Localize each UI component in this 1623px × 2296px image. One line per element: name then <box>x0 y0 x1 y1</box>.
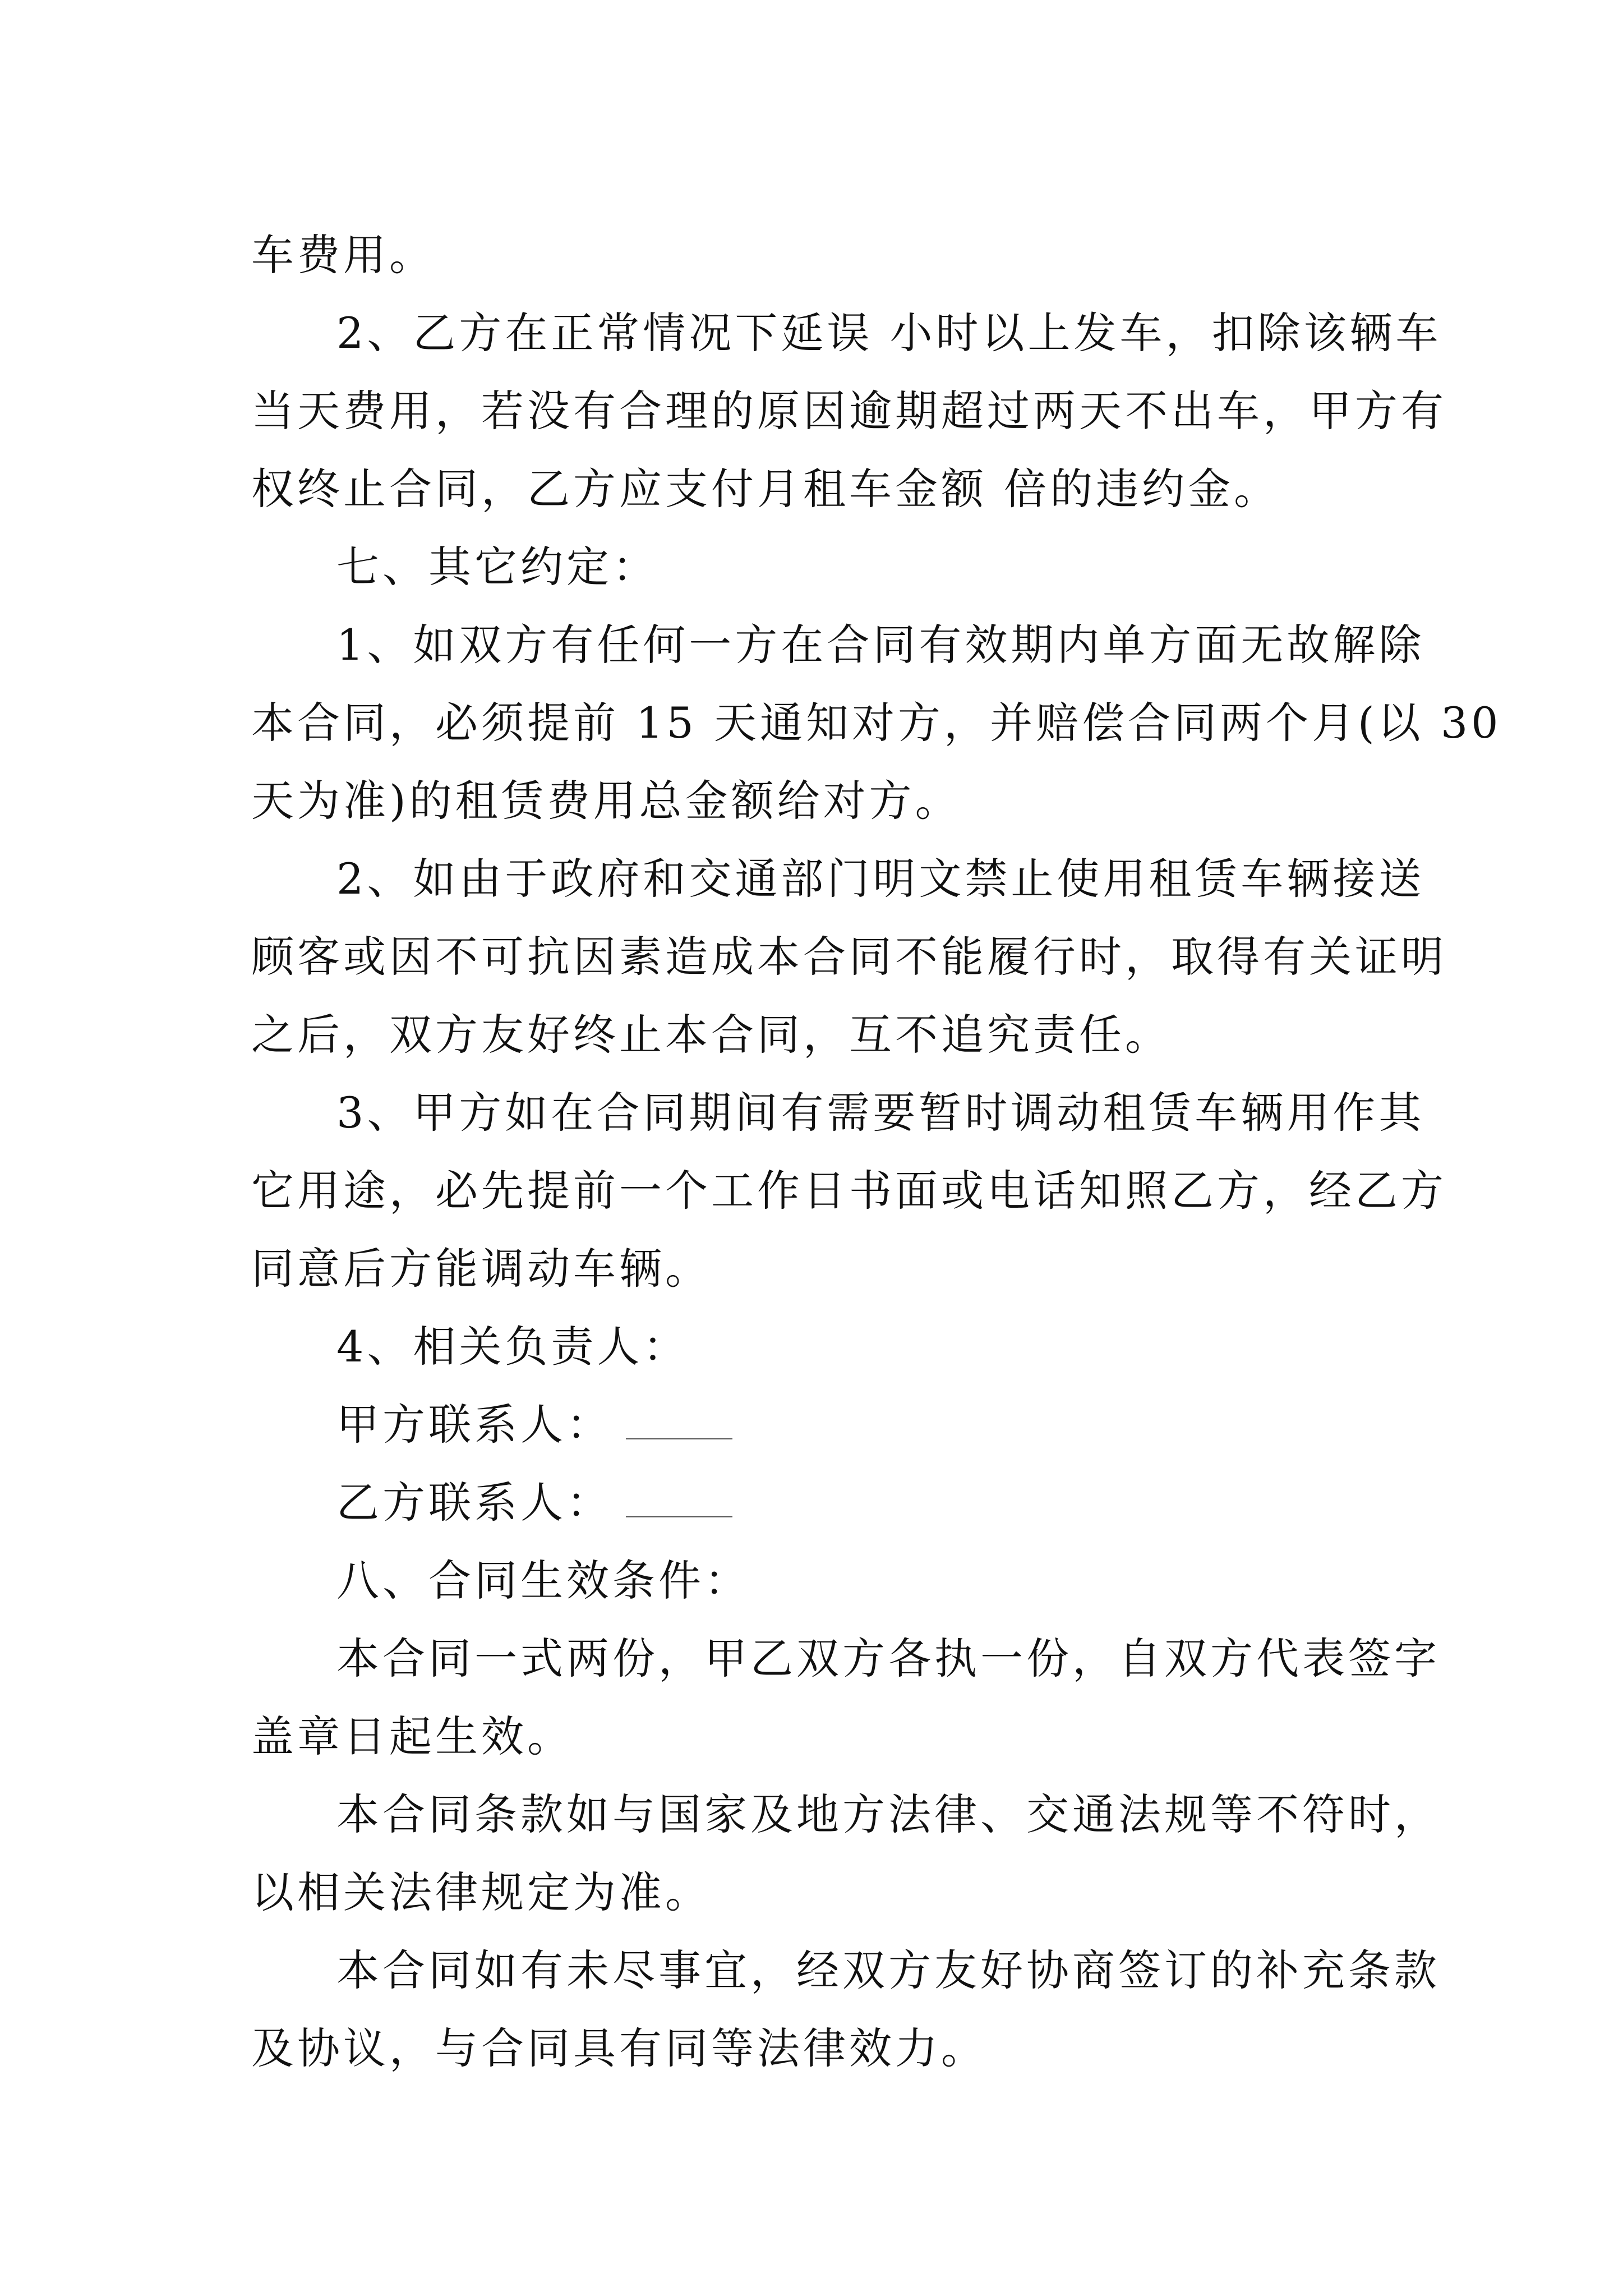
text-line: 同意后方能调动车辆。 <box>251 1244 711 1294</box>
text-line: 之后，双方友好终止本合同，互不追究责任。 <box>251 1010 1171 1060</box>
party-a-contact-blank[interactable] <box>626 1399 732 1439</box>
clause-line: 3、甲方如在合同期间有需要暂时调动租赁车辆用作其 <box>336 1088 1425 1138</box>
text-line: 权终止合同，乙方应支付月租车金额 倍的违约金。 <box>251 464 1280 514</box>
clause-line: 1、如双方有任何一方在合同有效期内单方面无故解除 <box>336 620 1425 670</box>
text-line: 当天费用，若没有合理的原因逾期超过两天不出车，甲方有 <box>251 386 1447 436</box>
party-b-contact-label: 乙方联系人： <box>336 1478 612 1527</box>
clause-line: 2、如由于政府和交通部门明文禁止使用租赁车辆接送 <box>336 854 1425 904</box>
party-b-contact-blank[interactable] <box>626 1477 732 1517</box>
clause-line: 本合同如有未尽事宜，经双方友好协商签订的补充条款 <box>336 1945 1440 1995</box>
clause-line: 本合同一式两份，甲乙双方各执一份，自双方代表签字 <box>336 1634 1440 1683</box>
text-line: 及协议，与合同具有同等法律效力。 <box>251 2023 987 2073</box>
text-line: 盖章日起生效。 <box>251 1711 573 1761</box>
text-line: 车费用。 <box>251 230 435 280</box>
party-a-contact-row <box>251 1386 1395 1464</box>
clause-line: 本合同条款如与国家及地方法律、交通法规等不符时， <box>336 1789 1440 1839</box>
section-heading-other-terms: 七、其它约定： <box>336 542 658 592</box>
text-line: 它用途，必先提前一个工作日书面或电话知照乙方，经乙方 <box>251 1166 1447 1216</box>
text-line: 天为准)的租赁费用总金额给对方。 <box>251 776 961 826</box>
text-line: 顾客或因不可抗因素造成本合同不能履行时，取得有关证明 <box>251 932 1447 982</box>
clause-line: 4、相关负责人： <box>336 1322 689 1372</box>
text-line: 以相关法律规定为准。 <box>251 1867 711 1917</box>
party-a-contact-label: 甲方联系人： <box>336 1400 612 1450</box>
text-line: 本合同，必须提前 15 天通知对方，并赔偿合同两个月(以 30 <box>251 698 1502 748</box>
clause-line: 2、乙方在正常情况下延误 小时以上发车，扣除该辆车 <box>336 308 1442 358</box>
document-body <box>251 216 1502 2087</box>
party-b-contact-row <box>251 1464 1395 1542</box>
section-heading-effective-conditions: 八、合同生效条件： <box>336 1556 750 1605</box>
